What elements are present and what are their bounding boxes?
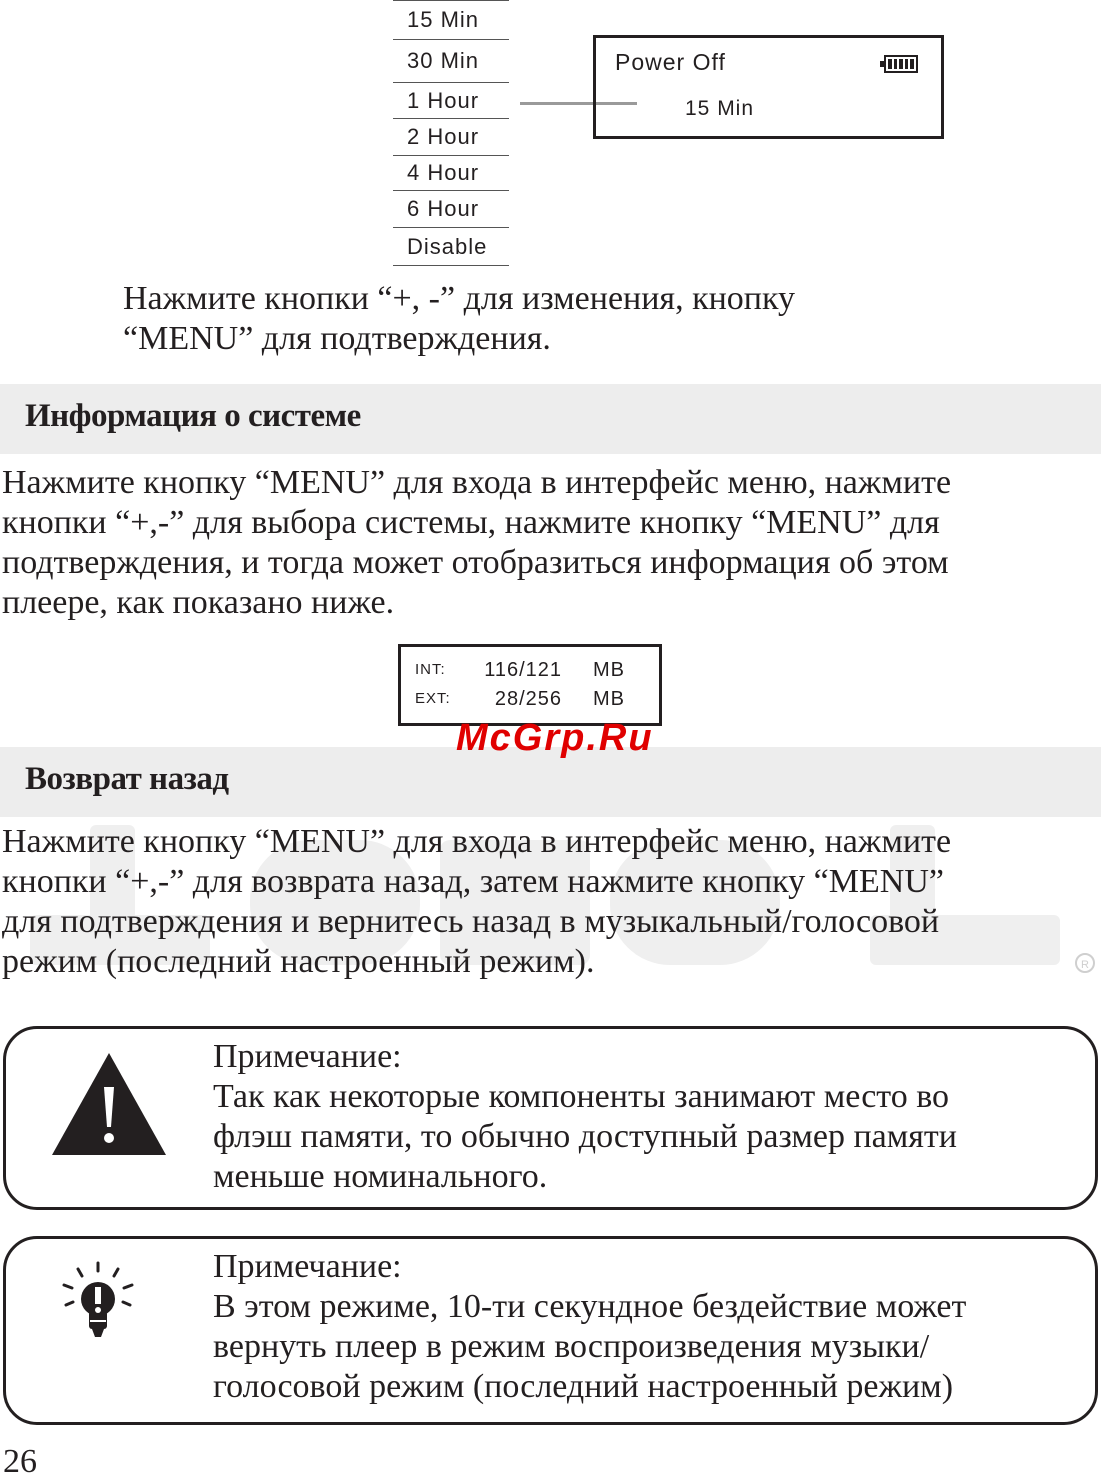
power-off-display — [593, 35, 944, 139]
option-disable: Disable — [393, 228, 509, 266]
ext-label: EXT: — [415, 690, 451, 707]
display-title: Power Off — [615, 49, 726, 75]
body-line: кнопки “+,-” для возврата назад, затем нажмите кнопку “MENU” — [2, 863, 944, 900]
battery-full-icon — [884, 55, 918, 73]
note-line: В этом режиме, 10-ти секундное бездействие может — [213, 1288, 967, 1325]
option-1-hour: 1 Hour — [393, 83, 509, 119]
option-15-min: 15 Min — [393, 0, 509, 40]
int-value: 116/121 — [484, 659, 562, 681]
instruction-line-2: “MENU” для подтверждения. — [123, 320, 551, 357]
note-line: меньше номинального. — [213, 1158, 548, 1195]
int-unit: MB — [593, 659, 625, 681]
section-title: Возврат назад — [25, 761, 229, 797]
body-line: Нажмите кнопку “MENU” для входа в интерфейс меню, нажмите — [2, 464, 952, 501]
body-line: режим (последний настроенный режим). — [2, 943, 595, 980]
warning-note — [3, 1026, 1098, 1210]
svg-text:R: R — [1081, 959, 1089, 971]
option-2-hour: 2 Hour — [393, 119, 509, 156]
note-line: голосовой режим (последний настроенный режим) — [213, 1368, 954, 1405]
memory-info-display — [398, 644, 662, 726]
int-label: INT: — [415, 661, 446, 678]
ext-value: 28/256 — [494, 688, 562, 710]
timer-option-list — [393, 0, 509, 266]
note-title: Примечание: — [213, 1038, 402, 1075]
note-line: вернуть плеер в режим воспроизведения музыки/ — [213, 1328, 930, 1365]
tip-note — [3, 1236, 1098, 1425]
body-line: для подтверждения и вернитесь назад в музыкальный/голосовой — [2, 903, 940, 940]
body-line: подтверждения, и тогда может отобразиться информация об этом — [2, 544, 949, 581]
page-number: 26 — [3, 1443, 37, 1480]
note-line: Так как некоторые компоненты занимают место во — [213, 1078, 950, 1115]
note-text — [213, 1247, 966, 1407]
body-line: плеере, как показано ниже. — [2, 584, 395, 621]
option-6-hour: 6 Hour — [393, 191, 509, 228]
note-title: Примечание: — [213, 1248, 402, 1285]
option-4-hour: 4 Hour — [393, 156, 509, 191]
body-line: кнопки “+,-” для выбора системы, нажмите кнопку “MENU” для — [2, 504, 940, 541]
option-30-min: 30 Min — [393, 40, 509, 83]
lightbulb-icon — [60, 1261, 136, 1341]
body-line: Нажмите кнопку “MENU” для входа в интерфейс меню, нажмите — [2, 823, 952, 860]
warning-icon — [50, 1051, 168, 1157]
note-line: флэш памяти, то обычно доступный размер памяти — [213, 1118, 957, 1155]
ext-unit: MB — [593, 688, 625, 710]
section-title: Информация о системе — [25, 398, 361, 434]
note-text — [213, 1037, 957, 1197]
watermark-text: McGrp.Ru — [456, 717, 654, 759]
instruction-line-1: Нажмите кнопки “+, -” для изменения, кнопку — [123, 280, 796, 317]
display-value: 15 Min — [685, 97, 755, 120]
section-header-system-info — [0, 384, 1101, 454]
